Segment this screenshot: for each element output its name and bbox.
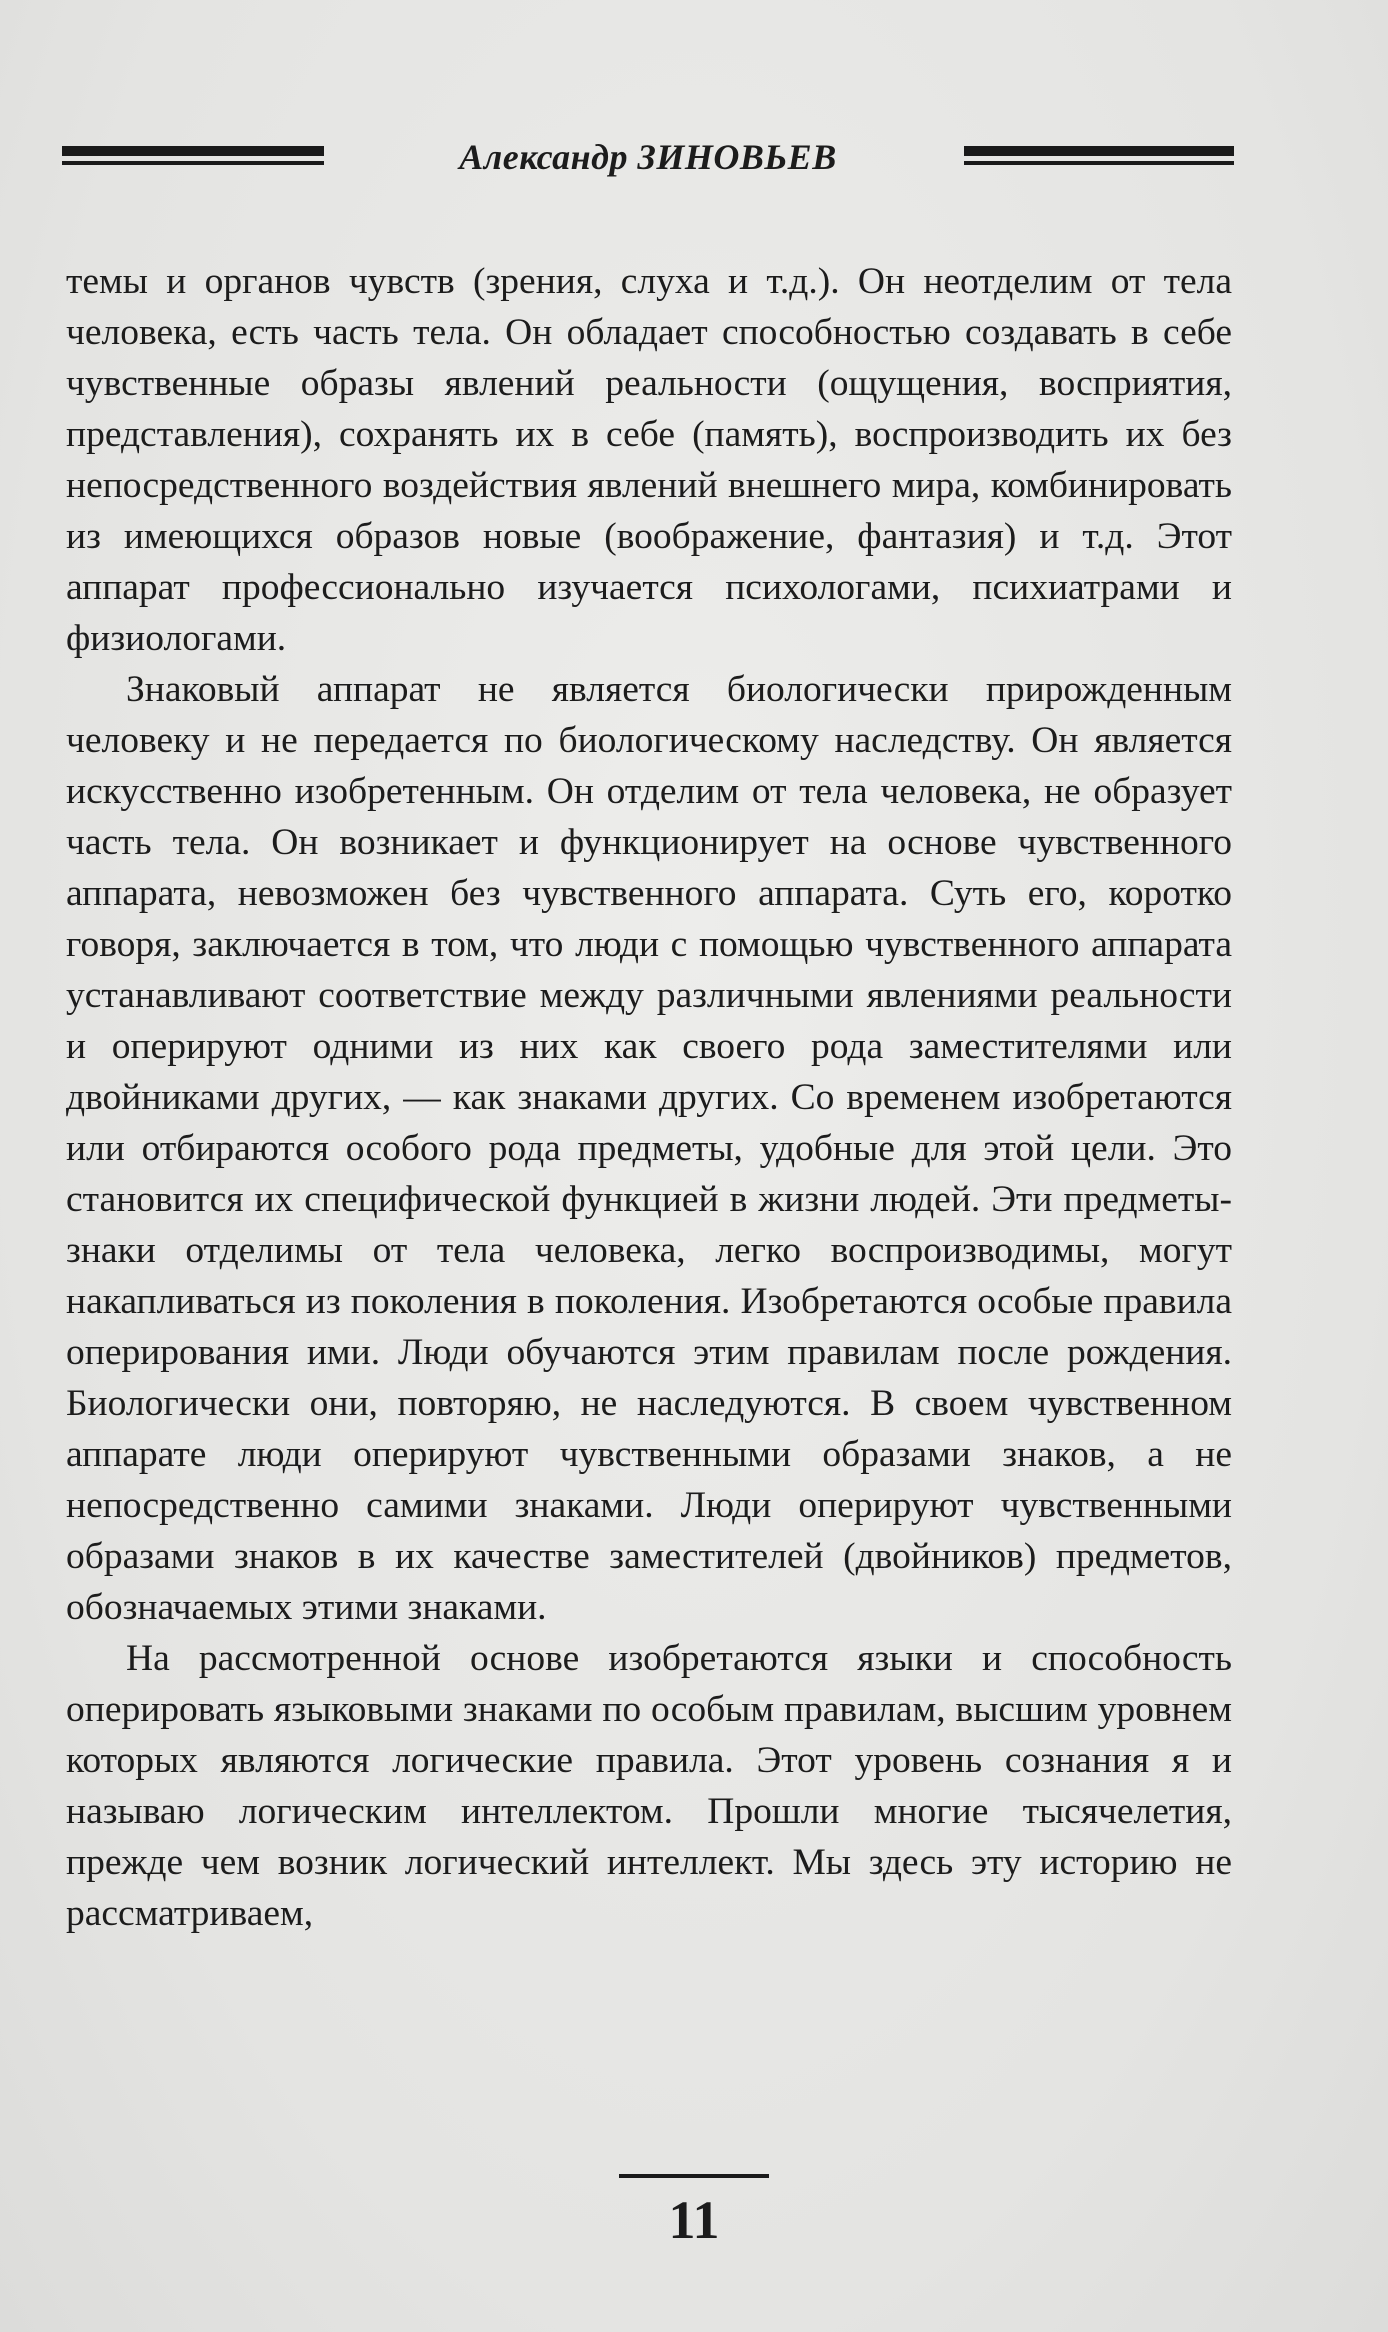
page-number: 11 — [668, 2190, 720, 2250]
paragraph: На рассмотренной основе изобретаются языки и способность оперировать языковыми знаками по особым правилам, высшим уровнем которых являются логические правила. Этот уровень сознания я и называю логическим интеллектом. Прошли многие тысячелетия, прежде чем возник логический интеллект. Мы здесь эту историю не рассматриваем, — [66, 1638, 1232, 1934]
body-text — [66, 256, 1232, 1939]
folio — [0, 2174, 1388, 2250]
header-author: Александр ЗИНОВЬЕВ — [459, 137, 837, 177]
header-rule-right — [964, 146, 1234, 168]
paragraph: Знаковый аппарат не является биологически прирожденным человеку и не передается по биологическому наследству. Он является искусственно изобретенным. Он отделим от тела человека, не образует часть тела. Он возникает и функционирует на основе чувственного аппарата, невозможен без чувственного аппарата. Суть его, коротко говоря, заключается в том, что люди с помощью чувственного аппарата устанавливают соответствие между различными явлениями реальности и оперируют одними из них как своего рода заместителями или двойниками других, — как знаками других. Со временем изобретаются или отбираются особого рода предметы, удобные для этой цели. Это становится их специфической функцией в жизни людей. Эти предметы-знаки отделимы от тела человека, легко воспроизводимы, могут накапливаться из поколения в поколения. Изобретаются особые правила оперирования ими. Люди обучаются этим правилам после рождения. Биологически они, повторяю, не наследуются. В своем чувственном аппарате люди оперируют чувственными образами знаков, а не непосредственно самими знаками. Люди оперируют чувственными образами знаков в их качестве заместителей (двойников) предметов, обозначаемых этими знаками. — [66, 669, 1232, 1628]
running-header — [62, 128, 1234, 188]
paragraph: темы и органов чувств (зрения, слуха и т.д.). Он неотделим от тела человека, есть часть тела. Он обладает способностью создавать в себе чувственные образы явлений реальности (ощущения, восприятия, представления), сохранять их в себе (память), воспроизводить их без непосредственного воздействия явлений внешнего мира, комбинировать из имеющихся образов новые (воображение, фантазия) и т.д. Этот аппарат профессионально изучается психологами, психиатрами и физиологами. — [66, 261, 1232, 659]
folio-rule — [619, 2174, 769, 2178]
